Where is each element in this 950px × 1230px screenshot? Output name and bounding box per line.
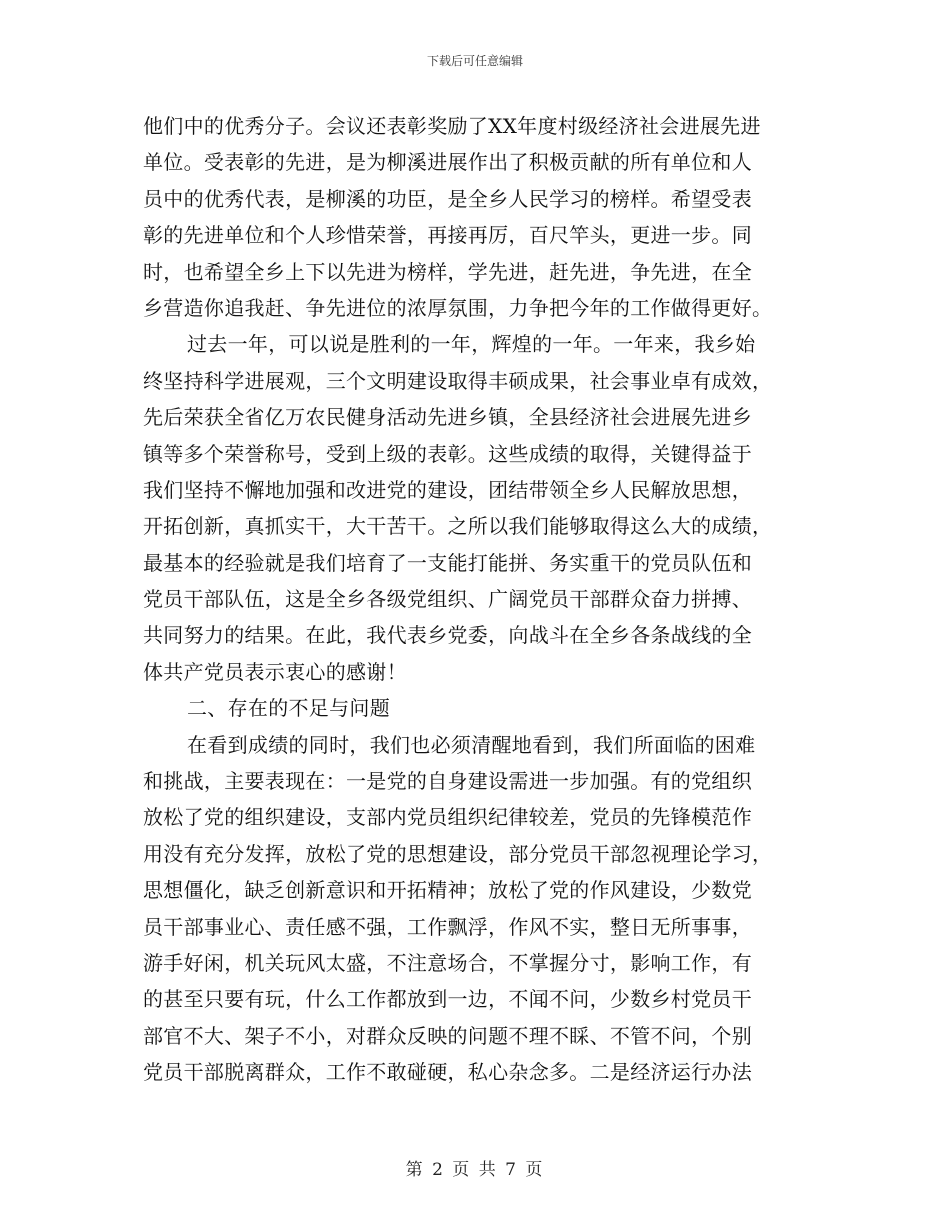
text-line: 党员干部脱离群众，工作不敢碰硬，私心杂念多。二是经济运行办法: [143, 1060, 752, 1085]
page-header: 下载后可任意编辑: [426, 54, 523, 68]
text-line: 时，也希望全乡上下以先进为榜样，学先进，赶先进，争先进，在全: [143, 259, 752, 284]
text-line: 党员干部队伍，这是全乡各级党组织、广阔党员干部群众奋力拼搏、: [143, 587, 752, 612]
text-line: 彰的先进单位和个人珍惜荣誉，再接再厉，百尺竿头，更进一步。同: [143, 223, 752, 248]
text-line: 单位。受表彰的先进，是为柳溪进展作出了积极贡献的所有单位和人: [143, 150, 752, 175]
text-line: 共同努力的结果。在此，我代表乡党委，向战斗在全乡各条战线的全: [143, 623, 752, 648]
text-line: 我们坚持不懈地加强和改进党的建设，团结带领全乡人民解放思想，: [143, 477, 752, 502]
text-line: 和挑战，主要表现在：一是党的自身建设需进一步加强。有的党组织: [143, 769, 752, 794]
text-line: 员干部事业心、责任感不强，工作飘浮，作风不实，整日无所事事，: [143, 914, 752, 939]
text-line: 体共产党员表示衷心的感谢！: [143, 659, 407, 684]
section-heading: 二、存在的不足与问题: [187, 696, 390, 721]
text-line: 用没有充分发挥，放松了党的思想建设，部分党员干部忽视理论学习，: [143, 841, 773, 866]
page-number-footer: 第 2 页 共 7 页: [405, 1160, 545, 1180]
text-line: 他们中的优秀分子。会议还表彰奖励了XX年度村级经济社会进展先进: [143, 114, 761, 138]
text-line: 部官不大、架子不小，对群众反映的问题不理不睬、不管不问，个别: [143, 1023, 752, 1048]
text-line: 员中的优秀代表，是柳溪的功臣，是全乡人民学习的榜样。希望受表: [143, 186, 752, 211]
text-line: 乡营造你追我赶、争先进位的浓厚氛围，力争把今年的工作做得更好。: [143, 295, 773, 320]
text-line: 终坚持科学进展观，三个文明建设取得丰硕成果，社会事业卓有成效，: [143, 368, 773, 393]
text-line: 镇等多个荣誉称号，受到上级的表彰。这些成绩的取得，关键得益于: [143, 441, 752, 466]
body-text: [143, 108, 807, 1091]
text-line: 思想僵化，缺乏创新意识和开拓精神；放松了党的作风建设，少数党: [143, 878, 752, 903]
text-line: 先后荣获全省亿万农民健身活动先进乡镇，全县经济社会进展先进乡: [143, 405, 752, 430]
text-line: 最基本的经验就是我们培育了一支能打能拼、务实重干的党员队伍和: [143, 550, 752, 575]
paragraph-start-line: 过去一年，可以说是胜利的一年，辉煌的一年。一年来，我乡始: [187, 332, 756, 357]
paragraph-start-line: 在看到成绩的同时，我们也必须清醒地看到，我们所面临的困难: [187, 732, 756, 757]
text-line: 游手好闲，机关玩风太盛，不注意场合，不掌握分寸，影响工作，有: [143, 950, 752, 975]
text-line: 开拓创新，真抓实干，大干苦干。之所以我们能够取得这么大的成绩，: [143, 514, 773, 539]
text-line: 的甚至只要有玩，什么工作都放到一边，不闻不问，少数乡村党员干: [143, 987, 752, 1012]
text-line: 放松了党的组织建设，支部内党员组织纪律较差，党员的先锋模范作: [143, 805, 752, 830]
